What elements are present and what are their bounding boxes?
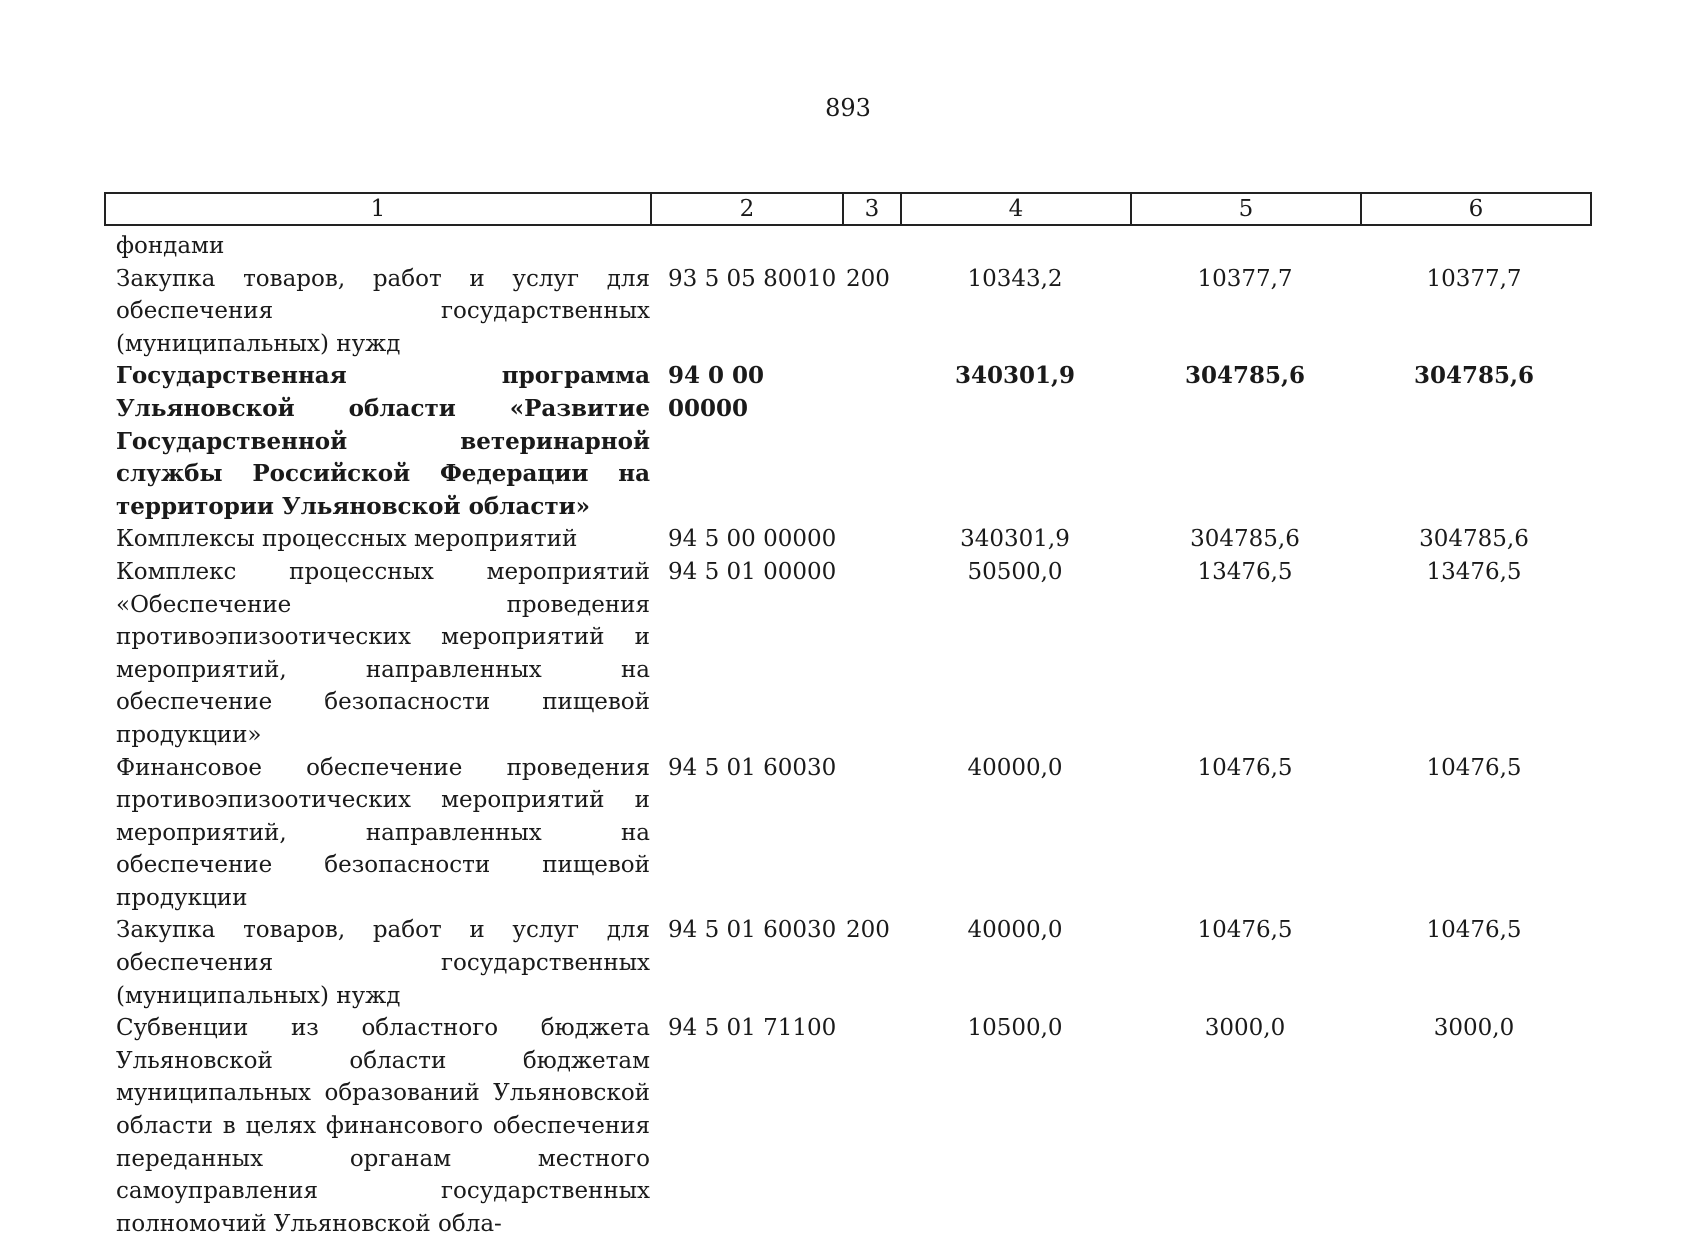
column-header-6: 6 (1468, 196, 1484, 222)
row-value-6: 304785,6 (1413, 362, 1535, 390)
column-header-3: 3 (844, 194, 902, 224)
row-code: 94 5 01 60030 (668, 754, 837, 781)
table-row (104, 752, 1592, 915)
table-row (104, 523, 1592, 556)
row-code: 94 5 01 00000 (668, 558, 837, 585)
row-name: Комплексы процессных мероприятий (116, 526, 578, 553)
row-value-6: 304785,6 (1419, 526, 1529, 553)
page-number: 893 (825, 94, 871, 122)
table-row (104, 914, 1592, 1012)
row-value-6: 10476,5 (1426, 917, 1522, 944)
row-value-6: 10377,7 (1426, 265, 1522, 292)
row-value-5: 10476,5 (1197, 917, 1293, 944)
table-row-program (104, 360, 1592, 523)
column-header-1: 1 (106, 194, 652, 224)
row-value-5: 304785,6 (1184, 362, 1306, 390)
row-value-4: 40000,0 (967, 754, 1063, 781)
row-name: Закупка товаров, работ и услуг для обеспечения государственных (муниципальных) нужд (116, 265, 650, 357)
row-code (650, 230, 842, 263)
row-type (842, 1012, 900, 1240)
row-value-4: 340301,9 (960, 526, 1070, 553)
row-value-5: 304785,6 (1190, 526, 1300, 553)
row-value-5 (1130, 230, 1360, 263)
row-value-6: 13476,5 (1426, 558, 1522, 585)
row-type (842, 556, 900, 752)
table-row (104, 263, 1592, 361)
table-header-row (104, 192, 1592, 226)
row-value-4: 340301,9 (954, 362, 1076, 390)
row-code: 93 5 05 80010 (668, 265, 837, 292)
table-row (104, 230, 1592, 263)
row-value-6: 10476,5 (1426, 754, 1522, 781)
row-name: Комплекс процессных мероприятий «Обеспечение проведения противоэпизоотических мероприятий и мероприятий, направленных на обеспечение безопасности пищевой продукции» (116, 558, 650, 748)
row-name: Субвенции из областного бюджета Ульяновской области бюджетам муниципальных образований Ульяновской области в целях финансового обеспечения переданных органам местного самоуправления государственных полномочий Ульяновской обла- (116, 1015, 650, 1237)
row-name: фондами (116, 233, 225, 259)
table-body (104, 230, 1592, 1240)
row-type (842, 360, 900, 523)
row-value-4: 10343,2 (967, 265, 1063, 292)
row-type (842, 752, 900, 915)
row-value-4: 10500,0 (967, 1015, 1063, 1042)
row-name: Государственная программа Ульяновской области «Развитие Государственной ветеринарной службы Российской Федерации на территории Ульяновской области» (116, 362, 650, 520)
row-code: 94 5 00 00000 (668, 526, 837, 553)
row-value-5: 3000,0 (1204, 1015, 1286, 1042)
row-value-4 (900, 230, 1130, 263)
row-value-4: 40000,0 (967, 917, 1063, 944)
row-value-4: 50500,0 (967, 558, 1063, 585)
row-type: 200 (846, 917, 890, 944)
row-code: 94 0 00 00000 (668, 362, 765, 422)
table-row (104, 1012, 1592, 1240)
table-row (104, 556, 1592, 752)
row-type: 200 (846, 265, 890, 292)
row-value-5: 10377,7 (1197, 265, 1293, 292)
row-code: 94 5 01 71100 (668, 1015, 837, 1042)
column-header-4: 4 (902, 194, 1132, 224)
column-header-2: 2 (652, 194, 844, 224)
row-value-5: 13476,5 (1197, 558, 1293, 585)
row-name: Финансовое обеспечение проведения противоэпизоотических мероприятий и мероприятий, направленных на обеспечение безопасности пищевой продукции (116, 754, 650, 911)
row-name: Закупка товаров, работ и услуг для обеспечения государственных (муниципальных) нужд (116, 917, 650, 1009)
row-type (842, 523, 900, 556)
row-value-6: 3000,0 (1433, 1015, 1515, 1042)
row-code: 94 5 01 60030 (668, 917, 837, 944)
row-type (842, 230, 900, 263)
row-value-6 (1360, 230, 1588, 263)
column-header-5: 5 (1132, 194, 1362, 224)
row-value-5: 10476,5 (1197, 754, 1293, 781)
